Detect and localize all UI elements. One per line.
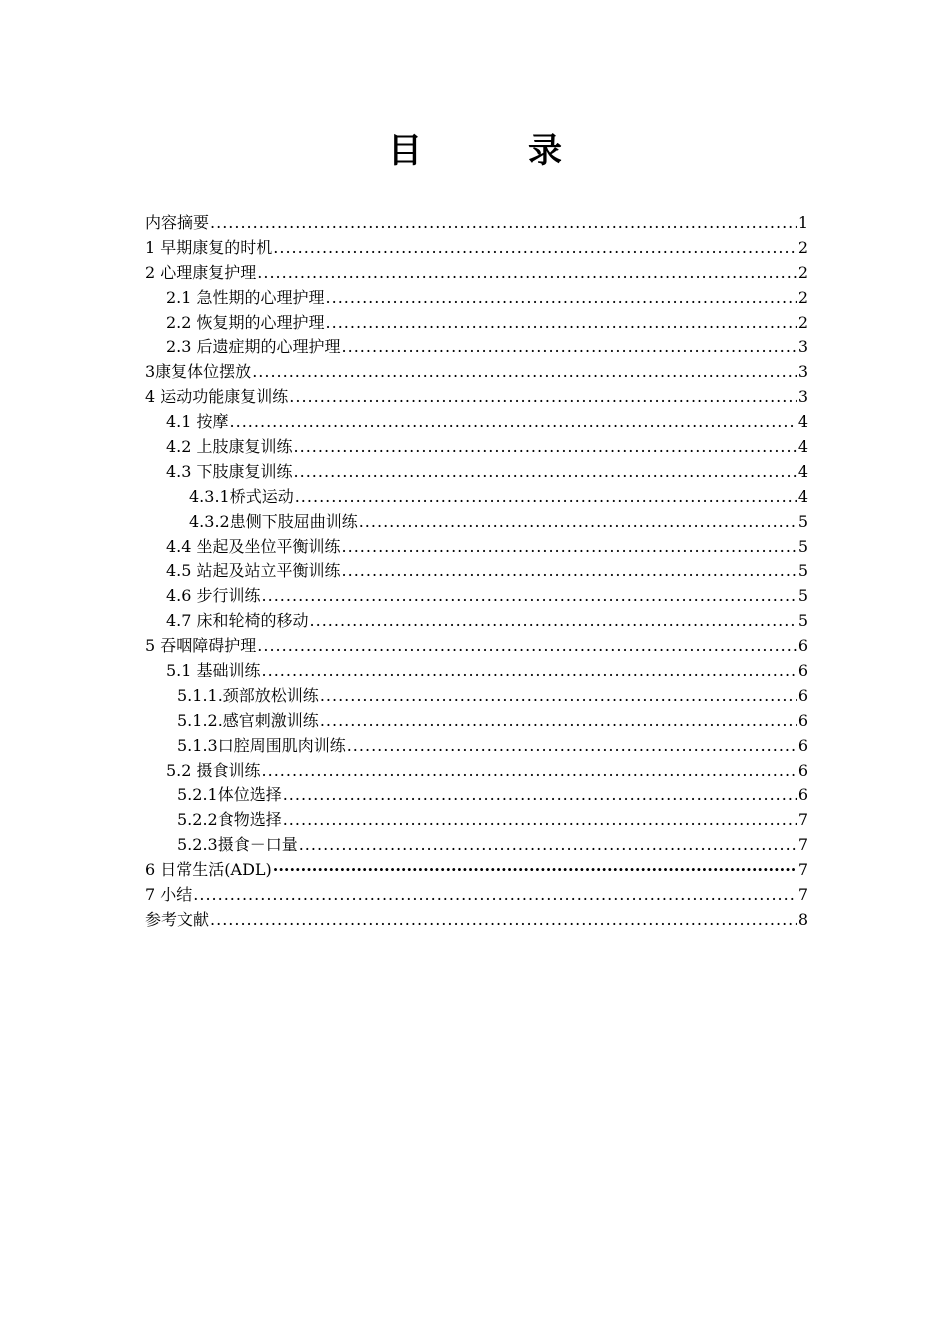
toc-entry-page-number: 5 bbox=[797, 536, 808, 556]
toc-entry-page-number: 4 bbox=[797, 412, 808, 432]
toc-dot-leader bbox=[347, 734, 797, 759]
toc-dot-leader bbox=[210, 211, 797, 236]
toc-entry-label: 5.2.3摄食－口量 bbox=[177, 835, 298, 855]
toc-entry-page-number: 2 bbox=[797, 262, 808, 282]
toc-entry[interactable] bbox=[145, 759, 808, 784]
toc-dot-leader bbox=[359, 510, 797, 535]
toc-entry-label: 2.1 急性期的心理护理 bbox=[166, 287, 325, 307]
toc-dot-leader bbox=[320, 709, 797, 734]
toc-dot-leader bbox=[326, 286, 797, 311]
toc-entry-label: 5.2.1体位选择 bbox=[177, 785, 282, 805]
toc-entry-label: 2 心理康复护理 bbox=[145, 262, 257, 282]
toc-entry[interactable] bbox=[145, 435, 808, 460]
toc-entry[interactable] bbox=[145, 510, 808, 535]
toc-dot-leader bbox=[257, 634, 797, 659]
toc-dot-leader bbox=[289, 385, 797, 410]
toc-entry-label: 4.3.2患侧下肢屈曲训练 bbox=[189, 511, 358, 531]
toc-entry-label: 参考文献 bbox=[145, 909, 210, 929]
toc-dot-leader bbox=[230, 410, 797, 435]
toc-entry-page-number: 4 bbox=[797, 486, 808, 506]
table-of-contents bbox=[145, 211, 808, 933]
toc-entry-page-number: 8 bbox=[797, 909, 808, 929]
toc-dot-leader bbox=[342, 335, 797, 360]
toc-entry[interactable] bbox=[145, 335, 808, 360]
toc-dot-leader bbox=[342, 559, 797, 584]
toc-entry-label: 7 小结 bbox=[145, 885, 193, 905]
toc-entry-label: 4 运动功能康复训练 bbox=[145, 387, 289, 407]
page-title: 目 录 bbox=[388, 131, 598, 171]
toc-entry-page-number: 6 bbox=[797, 636, 808, 656]
toc-entry-label: 4.1 按摩 bbox=[166, 412, 229, 432]
toc-entry[interactable] bbox=[145, 659, 808, 684]
toc-entry-label: 4.3.1桥式运动 bbox=[189, 486, 294, 506]
toc-entry[interactable] bbox=[145, 286, 808, 311]
toc-entry-page-number: 2 bbox=[797, 287, 808, 307]
toc-entry[interactable] bbox=[145, 808, 808, 833]
toc-entry-page-number: 5 bbox=[797, 511, 808, 531]
toc-entry-label: 1 早期康复的时机 bbox=[145, 237, 273, 257]
toc-entry[interactable] bbox=[145, 261, 808, 286]
toc-dot-leader bbox=[210, 908, 797, 933]
toc-entry-page-number: 4 bbox=[797, 461, 808, 481]
toc-dot-leader bbox=[283, 783, 797, 808]
toc-entry[interactable] bbox=[145, 783, 808, 808]
toc-entry[interactable] bbox=[145, 684, 808, 709]
toc-entry[interactable] bbox=[145, 858, 808, 883]
toc-entry-page-number: 3 bbox=[797, 362, 808, 382]
toc-entry[interactable] bbox=[145, 385, 808, 410]
toc-entry-label: 4.2 上肢康复训练 bbox=[166, 437, 293, 457]
toc-entry-label: 4.4 坐起及坐位平衡训练 bbox=[166, 536, 341, 556]
toc-entry-page-number: 1 bbox=[797, 213, 808, 232]
toc-entry-label: 5.1 基础训练 bbox=[166, 661, 261, 681]
toc-entry-label: 5.2 摄食训练 bbox=[166, 760, 261, 780]
toc-entry[interactable] bbox=[145, 360, 808, 385]
toc-entry-label: 2.3 后遗症期的心理护理 bbox=[166, 337, 341, 357]
toc-dot-leader bbox=[310, 609, 797, 634]
toc-entry-label: 4.5 站起及站立平衡训练 bbox=[166, 561, 341, 581]
toc-entry-label: 内容摘要 bbox=[145, 213, 210, 232]
toc-entry-label: 5 吞咽障碍护理 bbox=[145, 636, 257, 656]
toc-entry-page-number: 2 bbox=[797, 237, 808, 257]
toc-dot-leader bbox=[262, 584, 797, 609]
toc-entry-page-number: 3 bbox=[797, 387, 808, 407]
toc-entry-page-number: 6 bbox=[797, 760, 808, 780]
toc-entry-page-number: 6 bbox=[797, 661, 808, 681]
toc-entry-label: 4.3 下肢康复训练 bbox=[166, 461, 293, 481]
toc-entry-page-number: 5 bbox=[797, 611, 808, 631]
toc-dot-leader bbox=[342, 535, 797, 560]
toc-entry-label: 4.6 步行训练 bbox=[166, 586, 261, 606]
toc-entry-page-number: 6 bbox=[797, 785, 808, 805]
toc-dot-leader bbox=[257, 261, 797, 286]
toc-entry-page-number: 6 bbox=[797, 710, 808, 730]
toc-dot-leader bbox=[295, 485, 797, 510]
toc-entry-label: 5.1.1.颈部放松训练 bbox=[177, 685, 319, 705]
toc-entry-label: 3康复体位摆放 bbox=[145, 362, 252, 382]
toc-entry-page-number: 3 bbox=[797, 337, 808, 357]
toc-dot-leader bbox=[283, 808, 797, 833]
toc-entry-page-number: 7 bbox=[797, 860, 808, 880]
toc-entry-label: 6 日常生活(ADL) bbox=[145, 860, 272, 880]
toc-entry-page-number: 6 bbox=[797, 685, 808, 705]
toc-entry-page-number: 5 bbox=[797, 586, 808, 606]
toc-entry[interactable] bbox=[145, 410, 808, 435]
toc-entry[interactable] bbox=[145, 485, 808, 510]
toc-entry-page-number: 7 bbox=[797, 810, 808, 830]
toc-dot-leader bbox=[326, 311, 797, 336]
toc-entry[interactable] bbox=[145, 584, 808, 609]
toc-dot-leader bbox=[320, 684, 797, 709]
toc-entry[interactable] bbox=[145, 609, 808, 634]
toc-entry[interactable] bbox=[145, 311, 808, 336]
toc-entry-page-number: 4 bbox=[797, 437, 808, 457]
toc-entry-page-number: 5 bbox=[797, 561, 808, 581]
toc-entry-label: 2.2 恢复期的心理护理 bbox=[166, 312, 325, 332]
toc-dot-leader bbox=[262, 659, 797, 684]
toc-entry[interactable] bbox=[145, 559, 808, 584]
toc-dot-leader bbox=[262, 759, 797, 784]
toc-entry-label: 5.1.2.感官刺激训练 bbox=[177, 710, 319, 730]
toc-entry-label: 4.7 床和轮椅的移动 bbox=[166, 611, 309, 631]
toc-dot-leader bbox=[294, 435, 797, 460]
toc-dot-leader bbox=[294, 460, 797, 485]
toc-entry[interactable] bbox=[145, 211, 808, 236]
toc-entry[interactable] bbox=[145, 535, 808, 560]
toc-dot-leader bbox=[273, 236, 797, 261]
toc-entry-page-number: 2 bbox=[797, 312, 808, 332]
toc-entry[interactable] bbox=[145, 460, 808, 485]
toc-entry-page-number: 7 bbox=[797, 835, 808, 855]
toc-entry[interactable] bbox=[145, 709, 808, 734]
toc-entry[interactable] bbox=[145, 908, 808, 933]
toc-entry[interactable] bbox=[145, 734, 808, 759]
toc-entry-label: 5.2.2食物选择 bbox=[177, 810, 282, 830]
toc-entry-page-number: 6 bbox=[797, 735, 808, 755]
toc-dot-leader bbox=[252, 360, 797, 385]
toc-entry-page-number: 7 bbox=[797, 885, 808, 905]
toc-dot-leader bbox=[193, 883, 797, 908]
toc-entry-label: 5.1.3口腔周围肌肉训练 bbox=[177, 735, 346, 755]
toc-entry[interactable] bbox=[145, 236, 808, 261]
toc-dot-leader bbox=[299, 833, 797, 858]
toc-entry[interactable] bbox=[145, 634, 808, 659]
toc-entry[interactable] bbox=[145, 883, 808, 908]
toc-entry[interactable] bbox=[145, 833, 808, 858]
toc-dot-leader bbox=[273, 858, 797, 883]
